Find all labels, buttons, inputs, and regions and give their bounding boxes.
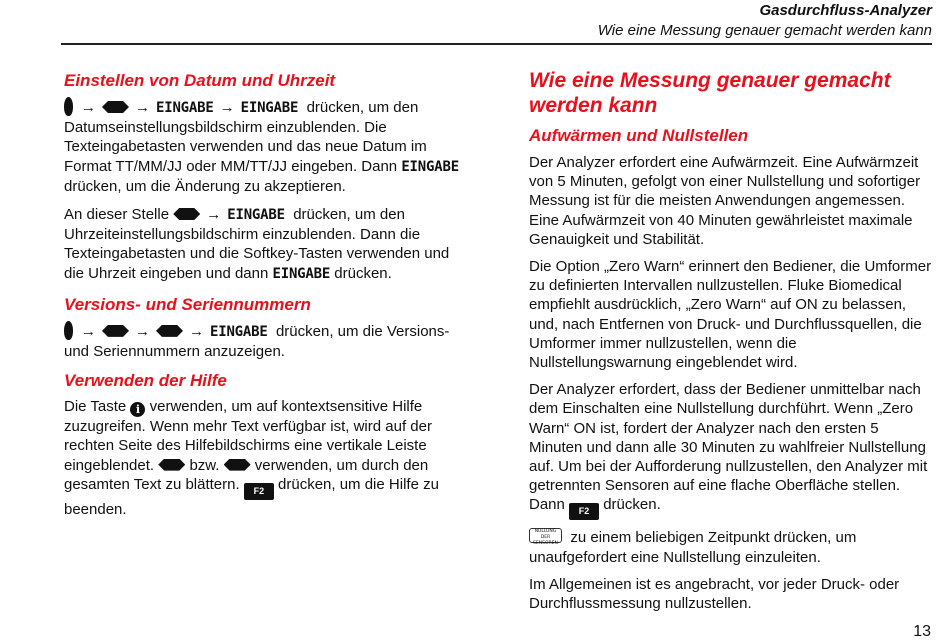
eingabe-key-label: EINGABE: [240, 100, 299, 116]
arrow-symbol: →: [189, 322, 204, 340]
info-icon: i: [130, 402, 145, 417]
eingabe-key-label: EINGABE: [227, 207, 285, 224]
paragraph-zero-warn: Die Option „Zero Warn“ erinnert den Bediener, die Umformer zu definierten Intervallen nullzustellen. Fluke Biomedical empfiehlt ausdrücklich, „Zero Warn“ auf ON zu belassen, und, nach Entfernen von Druck- und Durchflussquellen, die Umformer immer nullzustellen, wenn die Nullstellungswarnung eingeblendet wird.: [529, 258, 932, 372]
arrow-key-icon: [156, 325, 183, 337]
header-rule: [61, 43, 932, 45]
text: drücken, um die Änderung zu akzeptieren.: [64, 177, 346, 195]
text: Der Analyzer erfordert, dass der Bediener unmittelbar nach dem Einschalten eine Nullstellung durchführt. Wenn „Zero Warn“ ON ist, fordert der Analyzer nach den ersten 5 Minuten und dann alle 30 Minuten zu wahlfreier Nullstellung auf. Um bei der Aufforderung nullzustellen, den Analyzer mit getrennten Sensoren auf eine flache Oberfläche stellen. Dann: [529, 381, 928, 514]
text: drücken, um den Datumseinstellungsbildschirm einzublenden. Die Texteingabetasten verwenden und das neue Datum im Format TT/MM/JJ oder MM/TT/JJ eingeben. Dann: [64, 99, 427, 175]
paragraph-date: [64, 97, 464, 196]
zero-sensors-key-icon: [529, 528, 562, 547]
text: drücken, um die Hilfe zu beenden.: [64, 475, 439, 518]
left-column: [64, 70, 464, 519]
header-subtitle: Wie eine Messung genauer gemacht werden kann: [597, 22, 932, 39]
paragraph-general: Im Allgemeinen ist es angebracht, vor jeder Druck- oder Durchflussmessung nullzustellen.: [529, 575, 900, 613]
page-header: [598, 1, 932, 41]
right-column: [529, 68, 934, 613]
arrow-symbol: →: [135, 322, 150, 340]
paragraph-versions: [64, 321, 464, 361]
text: Die Taste: [64, 398, 127, 416]
header-title: Gasdurchfluss-Analyzer: [759, 2, 932, 19]
subheading-warmup: Aufwärmen und Nullstellen: [529, 126, 749, 145]
page-number: 13: [913, 623, 931, 640]
text: An dieser Stelle: [64, 206, 170, 224]
paragraph-warmup: Der Analyzer erfordert eine Aufwärmzeit. Eine Aufwärmzeit von 5 Minuten, gefolgt von einer Nullstellung und sofortiger Messung ist für die meisten Anwendungen angemessen. Eine Aufwärmzeit von 40 Minuten gewährleistet maximale Genauigkeit und Stabilität.: [529, 154, 921, 248]
paragraph-help: [64, 397, 464, 519]
paragraph-manual-zero: [529, 528, 934, 566]
menu-softkey-icon: [64, 321, 73, 340]
menu-softkey-icon: [64, 97, 73, 116]
text: drücken, um den Uhrzeiteinstellungsbildschirm einzublenden. Dann die Texteingabetasten und die Softkey-Tasten verwenden und die Uhrzeit eingeben und dann: [64, 206, 450, 282]
arrow-key-icon: [102, 325, 129, 337]
text: drücken.: [603, 496, 661, 514]
text: verwenden, um auf kontextsensitive Hilfe zuzugreifen. Wenn mehr Text verfügbar ist, wird auf der rechten Seite des Hilfebildschirms eine vertikale Leiste eingeblendet.: [64, 398, 432, 474]
arrow-key-icon: [173, 208, 200, 220]
text: bzw.: [189, 456, 220, 474]
eingabe-key-label: EINGABE: [272, 265, 331, 282]
arrow-symbol: →: [81, 99, 96, 116]
text: verwenden, um durch den gesamten Text zu blättern.: [64, 456, 429, 493]
text: drücken, um die Versions- und Seriennummern anzuzeigen.: [64, 322, 450, 361]
arrow-up-key-icon: [158, 459, 185, 471]
text: zu einem beliebigen Zeitpunkt drücken, um unaufgefordert eine Nullstellung einzuleiten.: [529, 529, 857, 566]
main-heading: Wie eine Messung genauer gemacht werden kann: [529, 69, 891, 117]
f2-key-icon: F2: [569, 503, 599, 520]
zero-key-line2: SENSOREN: [533, 541, 558, 547]
section-heading-date-time: Einstellen von Datum und Uhrzeit: [64, 71, 336, 90]
paragraph-zeroing: [529, 380, 934, 520]
section-heading-versions: Versions- und Seriennummern: [64, 294, 311, 314]
text: drücken.: [334, 264, 392, 282]
eingabe-key-label: EINGABE: [210, 323, 268, 340]
arrow-symbol: →: [135, 99, 150, 116]
eingabe-key-label: EINGABE: [401, 158, 459, 175]
arrow-down-key-icon: [224, 459, 251, 471]
zero-key-line1: NULLUNG DER: [534, 529, 557, 541]
eingabe-key-label: EINGABE: [156, 100, 214, 116]
arrow-key-icon: [102, 101, 129, 113]
arrow-symbol: →: [206, 206, 222, 224]
f2-key-icon: F2: [244, 483, 274, 500]
arrow-symbol: →: [81, 322, 96, 340]
section-heading-help: Verwenden der Hilfe: [64, 371, 227, 391]
arrow-symbol: →: [219, 99, 235, 116]
paragraph-time: [64, 205, 464, 284]
